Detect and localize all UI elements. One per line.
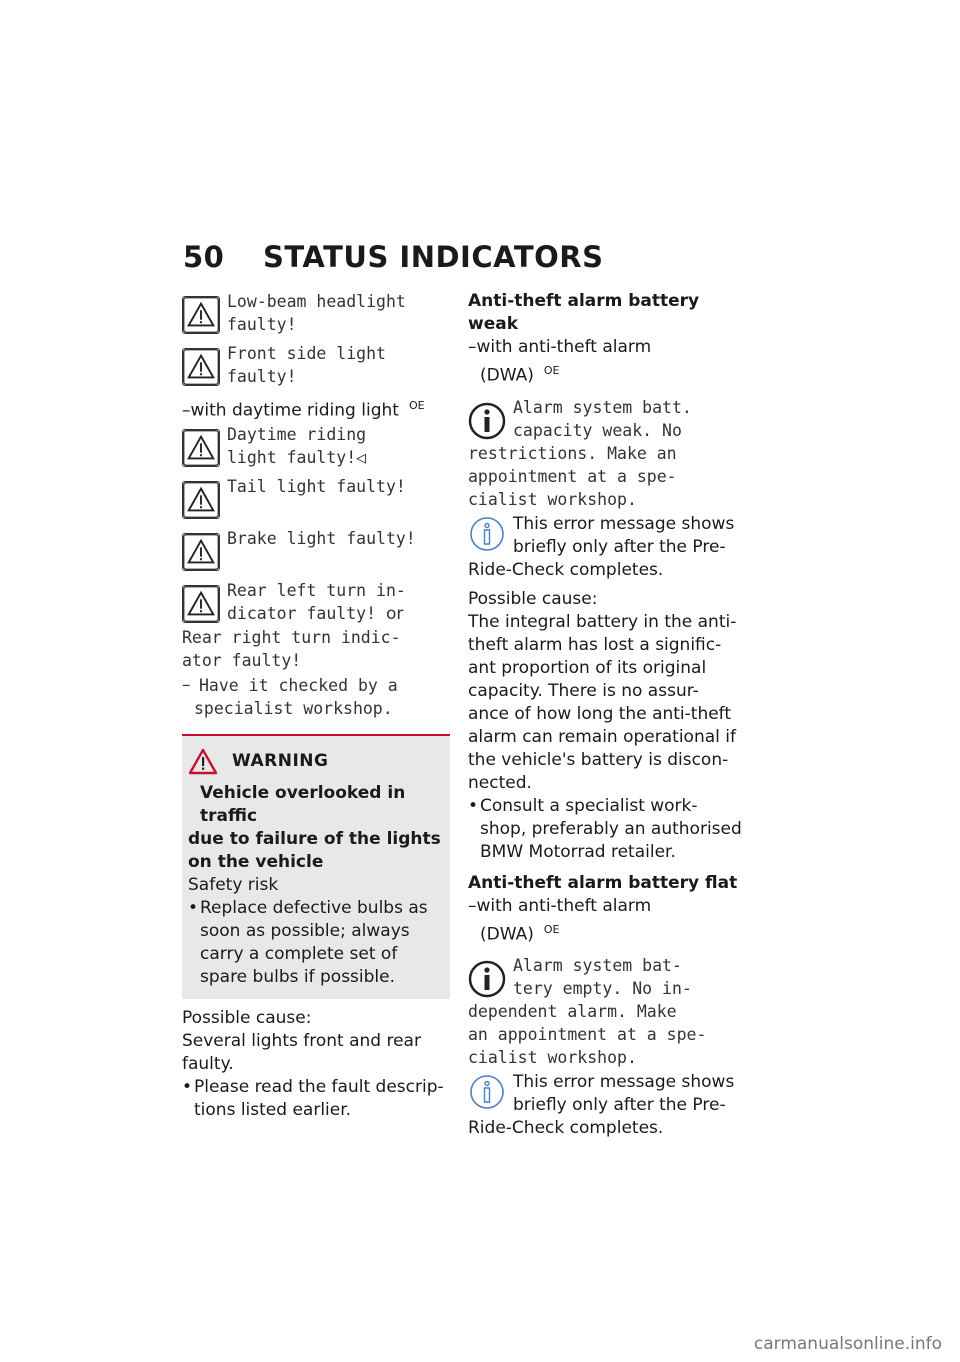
oe-marker: OE (543, 364, 560, 377)
message-text: ator faulty! (182, 650, 302, 670)
message-battery-weak: Alarm system batt. capacity weak. No restrictions. Make an appointment at a spe- cialist workshop. (468, 397, 692, 509)
message-text: light faulty!◁ (227, 447, 367, 467)
right-column (468, 290, 744, 1146)
message-front-side (182, 342, 450, 388)
warning-label: WARNING (232, 751, 329, 772)
weak-cause: Possible cause: The integral battery in the anti- theft alarm has lost a signific- ant proportion of its original capacity. There is no assur- ance of how long the anti-theft alarm can remain operational if the vehicle's battery is discon- nected. • Consult a specialist work- shop, preferably an authorised BMW Motorrad retailer. (468, 588, 744, 864)
note-weak: This error message shows briefly only after the Pre- Ride-Check completes. (468, 513, 735, 580)
left-column (182, 290, 450, 1122)
message-text: Brake light faulty! (227, 528, 416, 548)
warning-title (188, 748, 442, 776)
action-check (182, 674, 450, 720)
message-low-beam (182, 290, 450, 336)
message-text: Front side light (227, 344, 386, 363)
warning-risk: Safety risk (188, 874, 279, 895)
flat-condition: –with anti-theft alarm (DWA) $^{OE}$ (468, 895, 652, 945)
condition-text: –with daytime riding light (182, 400, 399, 421)
cause-label: Possible cause: (468, 588, 598, 609)
info-icon (468, 402, 506, 440)
weak-condition: –with anti-theft alarm (DWA) $^{OE}$ (468, 337, 652, 386)
or-text: or (385, 603, 404, 624)
warning-icon (188, 748, 218, 776)
message-text: Tail light faulty! (227, 476, 406, 496)
note-flat: This error message shows briefly only after the Pre- Ride-Check completes. (468, 1072, 735, 1139)
action-text: specialist workshop. (194, 698, 393, 718)
oe-marker: OE (408, 399, 425, 412)
dash-marker: – (182, 674, 191, 695)
section-heading-weak: Anti-theft alarm battery weak (468, 291, 700, 334)
message-text: faulty! (227, 367, 297, 386)
message-battery-flat: Alarm system bat- tery empty. No in- dependent alarm. Make an appointment at a spe- cialist workshop. (468, 956, 707, 1068)
action-text: Have it checked by a (199, 675, 398, 695)
cause-bullet: • Please read the fault descrip- tions listed earlier. (182, 1076, 444, 1120)
page-header (183, 240, 603, 274)
message-daytime (182, 423, 450, 469)
warning-triangle-icon (182, 348, 220, 386)
warning-triangle-icon (182, 533, 220, 571)
message-text: Rear left turn in- (227, 580, 406, 600)
warning-triangle-icon (182, 481, 220, 519)
daytime-condition (182, 394, 450, 423)
oe-marker: OE (543, 922, 560, 936)
page-number: 50 (183, 240, 225, 274)
section-heading-flat: Anti-theft alarm battery flat (468, 872, 738, 893)
message-rear-indicator (182, 579, 450, 672)
warning-box (182, 736, 450, 999)
message-text: dicator faulty! (227, 603, 377, 623)
watermark: carmanualsonline.info (753, 1334, 942, 1354)
info-outline-icon (468, 1073, 506, 1111)
warning-triangle-icon (182, 296, 220, 334)
cause-label: Possible cause: (182, 1007, 312, 1028)
info-outline-icon (468, 515, 506, 553)
warning-bullet: • Replace defective bulbs as soon as possible; always carry a complete set of spare bulbs if possible. (188, 897, 428, 987)
message-text: Rear right turn indic- (182, 627, 401, 647)
info-icon (468, 960, 506, 998)
message-tail (182, 475, 450, 521)
message-brake (182, 527, 450, 573)
weak-bullet: • Consult a specialist work- shop, preferably an authorised BMW Motorrad retailer. (468, 795, 742, 862)
warning-triangle-icon (182, 585, 220, 623)
message-text: Daytime riding (227, 424, 367, 444)
possible-cause: Possible cause: Several lights front and rear faulty. • Please read the fault descrip- tions listed earlier. (182, 1007, 450, 1122)
message-text: Low-beam headlight (227, 292, 406, 311)
warning-triangle-icon (182, 429, 220, 467)
page-title: STATUS INDICATORS (263, 240, 604, 274)
message-text: faulty! (227, 315, 297, 334)
warning-heading: Vehicle overlooked in traffic due to failure of the lights on the vehicle (188, 782, 441, 872)
